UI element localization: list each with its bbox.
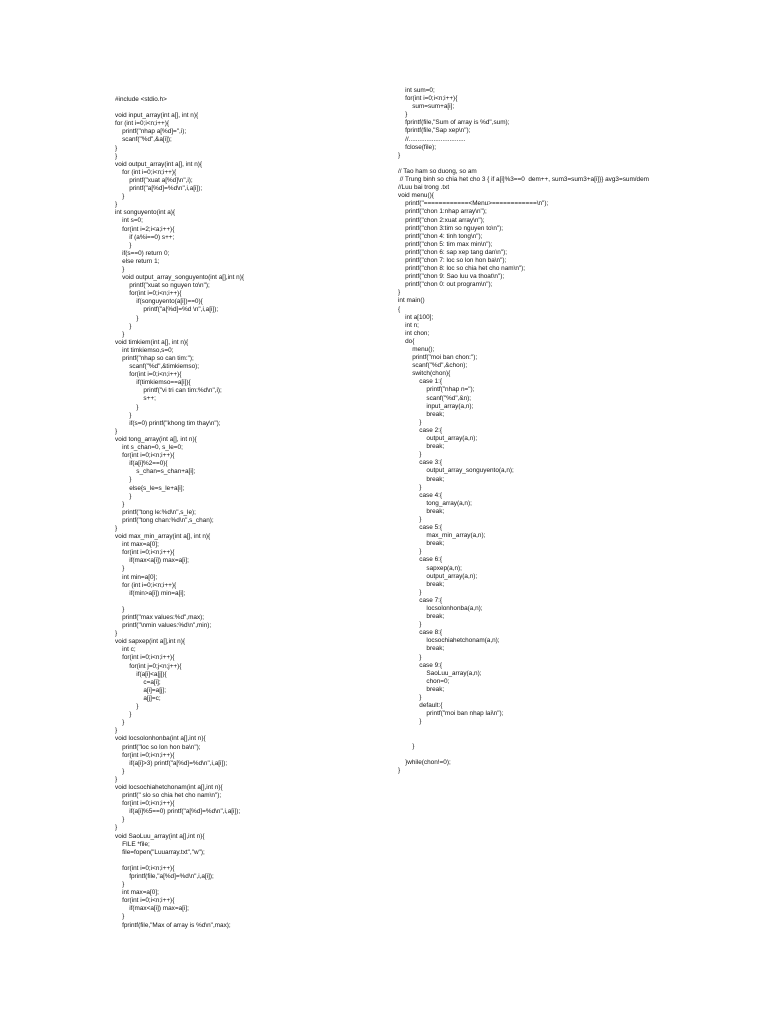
code-line: #include <stdio.h> — [115, 96, 167, 103]
code-line: int chon; — [398, 329, 430, 337]
code-line: if(max<a[i]) max=a[i]; — [115, 557, 189, 565]
code-line: } — [398, 694, 422, 702]
code-line: break; — [398, 613, 445, 621]
code-line: void locsochiahetchonam(int a[],int n){ — [115, 783, 223, 791]
code-line — [398, 735, 738, 743]
code-line: } — [398, 742, 415, 750]
code-line: int min=a[0]; — [115, 573, 158, 581]
code-line: else{s_le=s_le+a[i]; — [115, 484, 185, 492]
code-line: fprintf(file,"Max of array is %d\n",max); — [115, 921, 231, 929]
code-line: printf("xuat so nguyen to\n"); — [115, 282, 210, 290]
code-line: } — [115, 241, 132, 249]
code-line: int max=a[0]; — [115, 889, 159, 897]
code-line: } — [398, 766, 401, 774]
code-line: printf(" slo so chia het cho nam\n"); — [115, 792, 222, 800]
code-line: for(int i=0;i<n;i++){ — [398, 95, 458, 103]
code-line: } — [115, 322, 132, 330]
code-line: for(int i=0;i<n;i++){ — [115, 897, 175, 905]
code-line: printf("moi ban chon:"); — [398, 354, 478, 362]
code-line — [398, 751, 738, 759]
code-line: switch(chon){ — [398, 370, 451, 378]
code-line: for(int i=0;i<n;i++){ — [115, 452, 175, 460]
code-line: int max=a[0]; — [115, 541, 159, 549]
code-line: } — [115, 719, 125, 727]
code-line: } — [115, 605, 125, 613]
code-column-left — [115, 96, 385, 930]
code-line: fprintf(file,"Sum of array is %d",sum); — [398, 119, 510, 127]
code-line: printf("max values:%d",max); — [115, 614, 205, 621]
code-line: break; — [398, 645, 445, 653]
code-line: printf("loc so lon hon ba\n"); — [115, 743, 201, 751]
code-line: void timkiem(int a[], int n){ — [115, 338, 189, 346]
code-line: output_array_songuyento(a,n); — [398, 467, 514, 475]
code-line: sapxep(a,n); — [398, 564, 462, 572]
code-line — [115, 857, 385, 865]
code-line: a[i]=a[j]; — [115, 686, 166, 694]
code-line: printf("chon 6: sap xep tang dan\n"); — [398, 248, 507, 256]
code-line: break; — [398, 443, 445, 451]
code-line: } — [115, 711, 132, 719]
code-line: void output_array(int a[], int n){ — [115, 160, 203, 168]
code-line: if(songuyento(a[i])==0){ — [115, 298, 203, 306]
code-line: locsochiahetchonam(a,n); — [398, 637, 500, 645]
code-line: void sapxep(int a[],int n){ — [115, 638, 185, 646]
code-line: if(min>a[i]) min=a[i]; — [115, 589, 186, 597]
code-line: if(s==0) return 0; — [115, 249, 170, 257]
code-line: case 2:{ — [398, 426, 443, 434]
code-line: break; — [398, 475, 445, 483]
code-line: break; — [398, 410, 445, 418]
code-line: printf("\nmin values:%d\n",min); — [115, 622, 212, 630]
code-line: chon=0; — [398, 677, 450, 685]
code-line: } — [115, 703, 139, 711]
code-line — [398, 160, 738, 168]
code-line: } — [398, 718, 422, 726]
code-line: if(a[i]<a[j]){ — [115, 670, 167, 678]
code-line: printf("moi ban nhap lai\n"); — [398, 710, 504, 718]
code-line: if(max<a[i]) max=a[i]; — [115, 905, 189, 913]
code-line: int s_chan=0, s_le=0; — [115, 444, 183, 452]
code-line: } — [115, 727, 118, 735]
code-line: for(int i=0;i<n;i++){ — [115, 371, 182, 379]
code-line: void output_array_songuyento(int a[],int n){ — [115, 274, 244, 282]
code-line: if(timkiemso==a[i]){ — [115, 379, 191, 387]
code-line: } — [115, 500, 125, 508]
code-line: do{ — [398, 337, 415, 345]
code-line: scanf("%d",&n); — [398, 394, 472, 402]
code-line: } — [115, 330, 125, 338]
code-line: //................................ — [398, 135, 466, 143]
code-line: menu(); — [398, 346, 435, 353]
code-line: int n; — [398, 321, 419, 329]
code-line: int a[100]; — [398, 313, 434, 321]
code-column-right — [398, 87, 738, 775]
code-line: int songuyento(int a){ — [115, 209, 176, 217]
code-line: } — [115, 775, 118, 783]
code-line: printf("vi tri can tim:%d\n",i); — [115, 387, 222, 395]
code-line: printf("nhap a[%d]=",i); — [115, 128, 187, 136]
code-line: { — [398, 305, 401, 313]
code-line: } — [115, 403, 139, 411]
code-line: printf("============<Menu>============\n"); — [398, 200, 549, 208]
code-line: if(a[i]%2==0){ — [115, 460, 168, 468]
code-line: //Luu bai trong .txt — [398, 184, 450, 192]
code-line: } — [115, 144, 118, 152]
code-line: printf("chon 5: tim max min\n"); — [398, 240, 493, 248]
code-line: input_array(a,n); — [398, 402, 474, 410]
code-line: case 8:{ — [398, 629, 443, 637]
code-line: max_min_array(a,n); — [398, 532, 486, 540]
code-line: if(s=0) printf("khong tim thay\n"); — [115, 419, 221, 427]
code-line: for(int i=2;i<a;i++){ — [115, 225, 175, 233]
code-line: fclose(file); — [398, 143, 436, 151]
code-line: scanf("%d",&timkiemso); — [115, 363, 200, 371]
code-line: void tong_array(int a[], int n){ — [115, 435, 197, 443]
code-line: printf("xuat a[%d]\n",i); — [115, 176, 193, 184]
code-line: break; — [398, 685, 445, 693]
code-line: } — [398, 548, 422, 556]
code-line: } — [115, 201, 118, 209]
code-line: printf("nhap so can tim:"); — [115, 355, 194, 362]
code-line: fprintf(file,"a[%d]=%d\n",i,a[i]); — [115, 873, 214, 880]
code-line: printf("chon 2:xuat array\n"); — [398, 216, 485, 224]
code-line: for(int i=0;i<n;i++){ — [115, 864, 175, 872]
code-line: printf("tong le:%d\n",s_le); — [115, 508, 196, 516]
code-line: case 3:{ — [398, 459, 443, 467]
code-line: printf("a[%d]=%d\n",i,a[i]); — [115, 185, 203, 193]
code-line: else return 1; — [115, 257, 160, 265]
code-line: } — [115, 524, 118, 532]
code-line: int s=0; — [115, 217, 143, 225]
code-line: } — [398, 515, 422, 523]
code-line: for(int i=0;i<n;i++){ — [115, 751, 175, 759]
code-line: s_chan=s_chan+a[i]; — [115, 468, 196, 476]
code-line — [398, 726, 738, 734]
code-line: } — [115, 630, 118, 638]
code-line: } — [115, 427, 118, 435]
code-line: } — [115, 565, 125, 573]
code-line: case 9:{ — [398, 661, 443, 669]
code-line: } — [115, 824, 118, 832]
code-line: printf("nhap n="); — [398, 386, 475, 394]
code-line: } — [115, 492, 132, 500]
code-line: if (a%i==0) s++; — [115, 233, 175, 241]
code-line: printf("chon 1:nhap array\n"); — [398, 208, 487, 216]
code-line: void max_min_array(int a[], int n){ — [115, 533, 211, 541]
code-line — [115, 598, 385, 606]
code-line: for (int i=0;i<n;i++){ — [115, 168, 177, 176]
code-line: scanf("%d",&a[i]); — [115, 136, 172, 144]
code-line: printf("chon 7: loc so lon hon ba\n"); — [398, 256, 507, 264]
code-line: tong_array(a,n); — [398, 499, 472, 507]
code-line: if(a[i]>3) printf("a[%d]=%d\n",i,a[i]); — [115, 759, 228, 767]
code-line: } — [115, 913, 125, 921]
code-line: int sum=0; — [398, 87, 435, 94]
code-line: } — [115, 881, 125, 889]
code-line: case 7:{ — [398, 596, 443, 604]
code-line: case 6:{ — [398, 556, 443, 564]
code-line: printf("chon 4: tinh tong\n"); — [398, 232, 483, 240]
code-line: } — [115, 265, 125, 273]
code-line: for (int i=0;i<n;i++){ — [115, 120, 169, 128]
code-line: file=fopen("Luuarray.txt","w"); — [115, 848, 205, 856]
code-line: printf("chon 9: Sao luu va thoat\n"); — [398, 273, 505, 281]
code-line: void SaoLuu_array(int a[],int n){ — [115, 832, 205, 840]
code-line: } — [115, 767, 125, 775]
code-line: } — [398, 418, 422, 426]
code-line: void input_array(int a[], int n){ — [115, 112, 199, 120]
code-line: SaoLuu_array(a,n); — [398, 669, 482, 677]
code-line: printf("chon 3:tim so nguyen to\n"); — [398, 224, 504, 232]
code-line: case 4:{ — [398, 491, 443, 499]
code-line: output_array(a,n); — [398, 435, 478, 443]
code-line: for(int j=0;j<n;j++){ — [115, 662, 182, 670]
code-line: // Trung binh so chia het cho 3 { if a[i]%3==0 dem++, sum3=sum3+a[i]}} avg3=sum/dem — [398, 176, 649, 184]
code-line: } — [398, 483, 422, 491]
code-line: for(int i=0;i<n;i++){ — [115, 800, 175, 808]
code-line: for(int i=0;i<n;i++){ — [115, 654, 175, 662]
code-line: } — [398, 111, 408, 119]
code-line: output_array(a,n); — [398, 572, 478, 580]
code-line: break; — [398, 507, 445, 515]
code-line: fprintf(file,"Sap xep\n"); — [398, 127, 471, 135]
code-line: } — [115, 152, 118, 160]
code-line: case 5:{ — [398, 524, 443, 532]
code-line: printf("chon 0: out program\n"); — [398, 281, 493, 289]
code-line: printf("tong chan:%d\n",s_chan); — [115, 516, 214, 524]
code-line: for(int i=0;i<n;i++){ — [115, 290, 182, 298]
code-line: break; — [398, 540, 445, 548]
code-line: for (int i=0;i<n;i++){ — [115, 581, 177, 589]
code-line: for(int i=0;i<n;i++){ — [115, 549, 175, 557]
code-line: int c; — [115, 646, 136, 654]
code-line: void locsolonhonba(int a[],int n){ — [115, 735, 206, 743]
code-line: a[j]=c; — [115, 694, 161, 702]
code-line — [115, 104, 385, 112]
code-line: c=a[i]; — [115, 678, 161, 686]
code-line: int timkiemso,s=0; — [115, 346, 174, 354]
code-line: // Tao ham so duong, so am — [398, 167, 477, 175]
code-line: } — [398, 588, 422, 596]
code-line: } — [398, 621, 422, 629]
code-line: } — [115, 314, 139, 322]
code-line: } — [398, 451, 422, 459]
code-line: } — [398, 151, 401, 159]
code-line: if(a[i]%5==0) printf("a[%d]=%d\n",i,a[i]); — [115, 808, 241, 816]
code-line: } — [115, 476, 132, 484]
code-line: locsolonhonba(a,n); — [398, 605, 483, 612]
code-line: int main() — [398, 297, 425, 305]
code-line: break; — [398, 580, 445, 588]
code-line: s++; — [115, 395, 156, 403]
code-line: printf("chon 8: loc so chia het cho nam\n"); — [398, 265, 526, 273]
code-line: } — [398, 653, 422, 661]
code-line: case 1:{ — [398, 378, 443, 386]
code-line: default:{ — [398, 702, 443, 710]
code-line: } — [398, 289, 401, 297]
code-line: scanf("%d",&chon); — [398, 362, 468, 370]
code-line: void menu(){ — [398, 192, 434, 200]
code-line: FILE *file; — [115, 840, 150, 848]
code-line: } — [115, 411, 132, 419]
code-line: } — [115, 816, 125, 824]
code-line: }while(chon!=0); — [398, 758, 451, 766]
code-line: printf("a[%d]=%d \n",i,a[i]); — [115, 306, 219, 314]
code-line: } — [115, 193, 125, 201]
code-line: sum=sum+a[i]; — [398, 103, 455, 111]
